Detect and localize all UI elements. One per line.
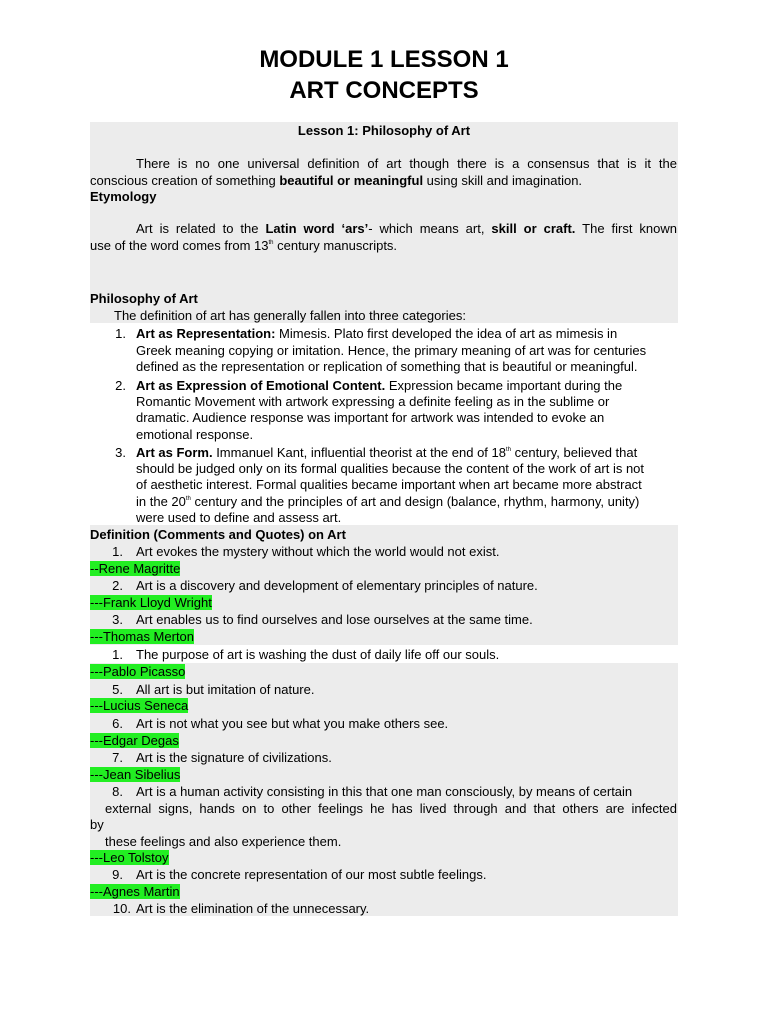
etymology-heading: Etymology (90, 189, 157, 204)
quote-text: Art is the elimination of the unnecessary. (136, 901, 370, 916)
list-item-line: of aesthetic interest. Formal qualities became important when art became more abstract (136, 477, 642, 492)
quote-text-line: by (90, 817, 104, 832)
quote-text-line: these feelings and also experience them. (105, 834, 342, 849)
quote-author: ---Lucius Seneca (90, 698, 189, 713)
module-title: MODULE 1 LESSON 1 (259, 46, 509, 73)
quote-number: 3. (112, 612, 123, 627)
quote-author: --Rene Magritte (90, 561, 181, 576)
quote-text: Art is the concrete representation of our most subtle feelings. (136, 867, 487, 882)
quote-number: 10. (112, 901, 131, 916)
list-item: Art as Representation: Mimesis. Plato first developed the idea of art as mimesis in (136, 326, 618, 341)
quote-text: Art is the signature of civilizations. (136, 750, 332, 765)
quote-author: ---Frank Lloyd Wright (90, 595, 212, 610)
etymology-line: use of the word comes from 13th century manuscripts. (90, 238, 398, 253)
list-item-line: emotional response. (136, 427, 254, 442)
quote-number: 7. (112, 750, 123, 765)
definitions-heading: Definition (Comments and Quotes) on Art (90, 527, 346, 542)
module-subtitle: ART CONCEPTS (289, 77, 479, 104)
intro-line: conscious creation of something beautiful or meaningful using skill and imagination. (90, 173, 583, 188)
list-item-line: dramatic. Audience response was important for artwork was intended to evoke an (136, 410, 605, 425)
list-item: Art as Form. Immanuel Kant, influential theorist at the end of 18th century, believed that (136, 445, 638, 460)
list-item-line: defined as the representation or replication of something that is beautiful or meaningful. (136, 359, 638, 374)
list-item-line: Romantic Movement with artwork expressing a definite feeling as in the sublime or (136, 394, 610, 409)
list-item-line: in the 20th century and the principles of art and design (balance, rhythm, harmony, unity) (136, 494, 640, 509)
philosophy-intro: The definition of art has generally fallen into three categories: (114, 308, 466, 323)
quote-author: ---Agnes Martin (90, 884, 180, 899)
list-item: Art as Expression of Emotional Content. Expression became important during the (136, 378, 623, 393)
quote-author: ---Thomas Merton (90, 629, 195, 644)
list-item-line: Greek meaning copying or imitation. Hence, the primary meaning of art was for centuries (136, 343, 647, 358)
quote-number: 5. (112, 682, 123, 697)
quote-text: Art is a discovery and development of elementary principles of nature. (136, 578, 538, 593)
quote-number: 8. (112, 784, 123, 799)
quote-text: The purpose of art is washing the dust of daily life off our souls. (136, 647, 500, 662)
list-number: 2. (115, 378, 126, 393)
quote-text: Art enables us to find ourselves and lose ourselves at the same time. (136, 612, 533, 627)
quote-number: 6. (112, 716, 123, 731)
quote-text: Art is not what you see but what you make others see. (136, 716, 449, 731)
list-number: 1. (115, 326, 126, 341)
quote-number: 1. (112, 647, 123, 662)
quote-number: 1. (112, 544, 123, 559)
quote-text: Art evokes the mystery without which the world would not exist. (136, 544, 500, 559)
etymology-line: Art is related to the Latin word ‘ars’- which means art, skill or craft. The first known (136, 221, 677, 236)
quote-text-line: external signs, hands on to other feelings he has lived through and that others are infected (105, 801, 677, 816)
quote-author: ---Pablo Picasso (90, 664, 186, 679)
quote-text: All art is but imitation of nature. (136, 682, 315, 697)
quote-author: ---Leo Tolstoy (90, 850, 169, 865)
list-item-line: should be judged only on its formal qualities because the content of the work of art is not (136, 461, 645, 476)
lesson-heading: Lesson 1: Philosophy of Art (297, 123, 471, 138)
quote-author: ---Jean Sibelius (90, 767, 181, 782)
quote-text: Art is a human activity consisting in this that one man consciously, by means of certain (136, 784, 633, 799)
quote-number: 2. (112, 578, 123, 593)
intro-line: There is no one universal definition of art though there is a consensus that is it the (136, 156, 677, 171)
quote-author: ---Edgar Degas (90, 733, 179, 748)
list-item-line: were used to define and assess art. (136, 510, 342, 525)
philosophy-heading: Philosophy of Art (90, 291, 198, 306)
list-number: 3. (115, 445, 126, 460)
quote-number: 9. (112, 867, 123, 882)
